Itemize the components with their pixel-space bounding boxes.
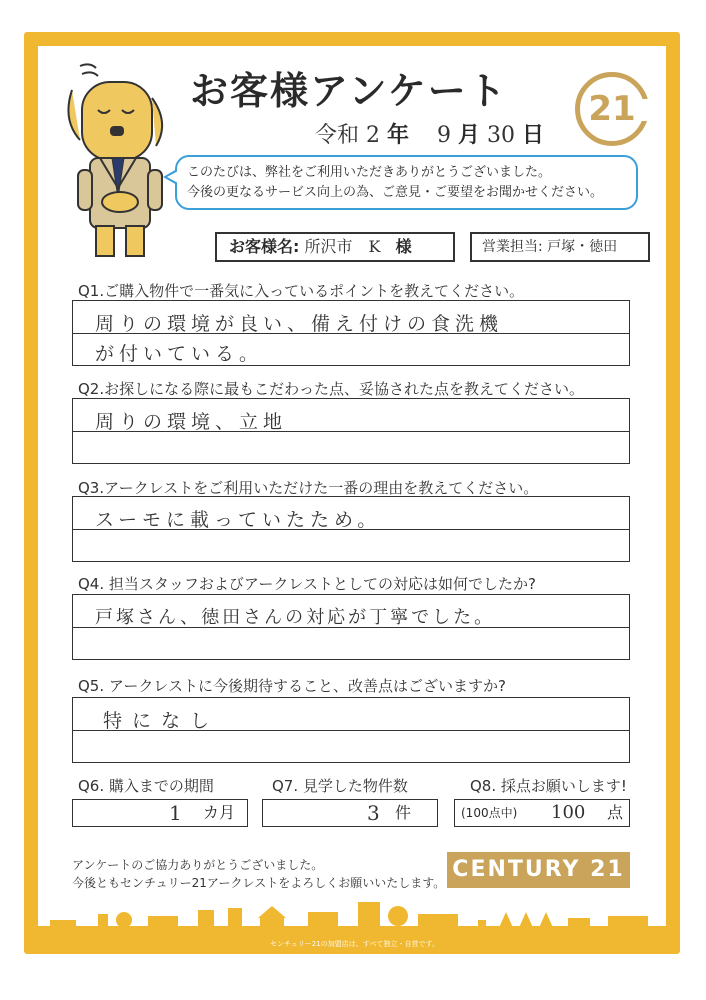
date-year: 2 (366, 123, 381, 148)
question-7-value: 3 (367, 801, 380, 825)
footer-line-2: 今後ともセンチュリー21アークレストをよろしくお願いいたします。 (72, 876, 446, 890)
question-1-answer-line-1: 周りの環境が良い、備え付けの食洗機 (95, 313, 504, 335)
century21-brand-banner: CENTURY 21 (447, 852, 630, 888)
question-6-unit: カ月 (203, 803, 236, 822)
sales-staff-box (470, 232, 650, 262)
question-2-answer-box (72, 398, 630, 464)
question-7-label: Q7. 見学した物件数 (272, 777, 408, 795)
question-2-answer-line-1: 周りの環境、立地 (95, 411, 288, 433)
question-1-label: Q1.ご購入物件で一番気に入っているポイントを教えてください。 (78, 282, 525, 300)
survey-title: お客様アンケート (190, 69, 508, 113)
question-4-answer-line-1: 戸塚さん、徳田さんの対応が丁寧でした。 (95, 607, 496, 628)
question-3-answer-line-1: スーモに載っていたため。 (95, 509, 382, 531)
question-3-label: Q3.アークレストをご利用いただけた一番の理由を教えてください。 (78, 479, 539, 497)
question-8-answer-box (454, 799, 630, 827)
footer-thanks (72, 856, 445, 892)
question-8-prefix: (100点中) (461, 806, 518, 820)
question-1-answer-box (72, 300, 630, 366)
question-8-value: 100 (551, 802, 586, 823)
sales-staff-value: 戸塚・徳田 (547, 239, 618, 255)
question-7-answer-box (262, 799, 438, 827)
customer-name-label: お客様名: (229, 237, 300, 256)
question-2-label: Q2.お探しになる際に最もこだわった点、妥協された点を教えてください。 (78, 380, 584, 398)
customer-name-suffix: 様 (395, 237, 412, 256)
dog-mascot-illustration (60, 60, 180, 260)
question-8-label: Q8. 採点お願いします! (470, 777, 627, 795)
question-6-label: Q6. 購入までの期間 (78, 777, 214, 795)
question-1-answer-line-2: が付いている。 (95, 343, 264, 365)
question-3-answer-box (72, 496, 630, 562)
greeting-line-2: 今後の更なるサービス向上の為、ご意見・ご要望をお聞かせください。 (187, 185, 604, 200)
survey-date (315, 118, 544, 149)
question-5-answer-box (72, 697, 630, 763)
question-4-answer-box (72, 594, 630, 660)
town-ground-line (38, 926, 666, 930)
date-month-unit: 月 (458, 123, 481, 148)
date-day: 30 (487, 123, 516, 148)
date-month: 9 (437, 123, 452, 148)
customer-name-value: 所沢市 K (304, 237, 381, 256)
question-5-label: Q5. アークレストに今後期待すること、改善点はございますか? (78, 677, 506, 695)
century21-circle-logo: 21 (575, 72, 649, 146)
date-day-unit: 日 (522, 123, 545, 148)
footer-line-1: アンケートのご協力ありがとうございました。 (72, 858, 324, 872)
customer-name-box (215, 232, 455, 262)
greeting-speech-bubble (175, 155, 638, 210)
sales-staff-label: 営業担当: (482, 239, 543, 255)
question-6-value: 1 (169, 801, 182, 825)
date-year-unit: 年 (387, 123, 410, 148)
bubble-tail-fill (167, 171, 178, 183)
footer-copyright: センチュリー21の加盟店は、すべて独立・自営です。 (270, 940, 439, 948)
question-4-label: Q4. 担当スタッフおよびアークレストとしての対応は如何でしたか? (78, 575, 536, 593)
question-5-answer-line-1: 特になし (103, 710, 220, 732)
date-era: 令和 (315, 123, 360, 148)
greeting-line-1: このたびは、弊社をご利用いただきありがとうございました。 (187, 165, 552, 180)
question-6-answer-box (72, 799, 248, 827)
question-8-unit: 点 (607, 803, 624, 822)
question-7-unit: 件 (395, 803, 412, 822)
town-silhouette-illustration (38, 900, 666, 940)
